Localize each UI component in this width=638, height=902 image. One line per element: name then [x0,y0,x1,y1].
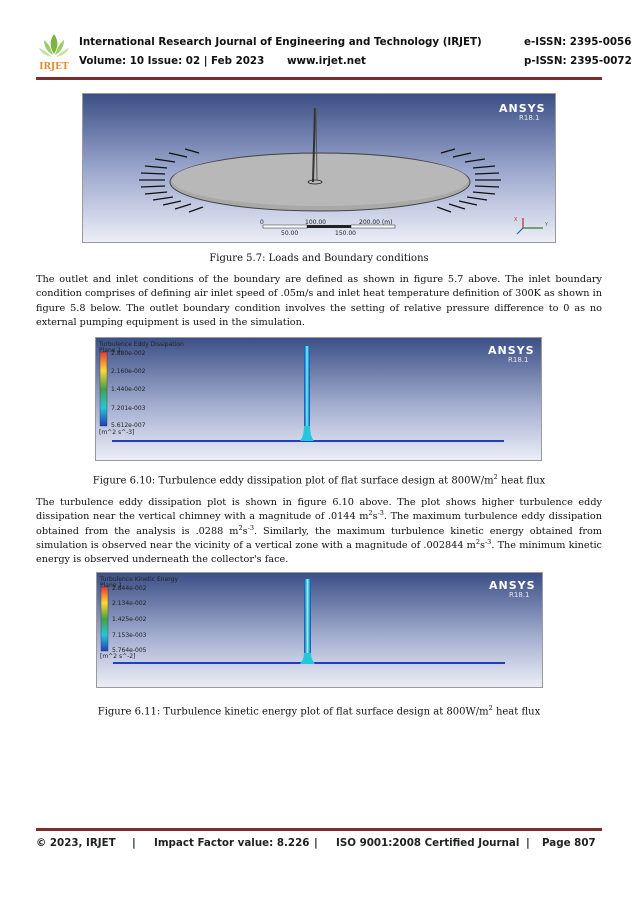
ansys-logo: ANSYS [499,102,546,115]
figure-6-11 [96,572,543,688]
paragraph: The outlet and inlet conditions of the boundary are defined as shown in figure 5.7 above. The inlet boundary condition comprises of defining air inlet speed of .05m/s and inlet heat temperature definition of 300K as shown in figure 5.8 below. The outlet boundary condition involves the setting of relative pressure difference to 0 as no external pumping equipment is used in the simulation. [36,274,602,328]
iso-certification: ISO 9001:2008 Certified Journal [336,837,520,849]
legend-tick: 7.153e-003 [112,632,147,639]
journal-url[interactable]: www.irjet.net [287,55,366,67]
header-rule [36,77,602,80]
footer-separator: | [132,837,136,849]
figure-caption: Figure 6.10: Turbulence eddy dissipation plot of flat surface design at $800W/m^2$ heat flux [92,473,546,487]
figure-caption: Figure 6.11: Turbulence kinetic energy plot of flat surface design at $800W/m^2$ heat flux [97,704,541,718]
legend-tick: 1.425e-002 [112,616,147,623]
ansys-version: R18.1 [519,114,540,122]
legend-tick: 5.764e-005 [112,647,147,654]
journal-title: International Research Journal of Engineering and Technology (IRJET) [79,36,482,48]
legend-tick: 7.201e-003 [111,405,146,412]
scale-label: 50.00 [281,230,299,237]
ansys-version: R18.1 [509,591,530,599]
ansys-logo: ANSYS [489,579,536,592]
eddy-dissipation-contour [96,338,542,461]
eissn: e-ISSN: 2395-0056 [524,36,632,48]
kinetic-energy-contour [97,573,543,688]
legend-subtitle: Plane 1 [100,582,123,589]
ansys-version: R18.1 [508,356,529,364]
footer-rule [36,828,602,831]
legend-tick: 2.844e-002 [112,585,147,592]
legend-title: Turbulence Kinetic Energy [100,576,179,583]
scale-label: 0 [260,219,264,226]
svg-text:IRJET: IRJET [39,62,69,72]
page-header [36,30,632,75]
legend-tick: 2.160e-002 [111,368,146,375]
legend-tick: 5.612e-007 [111,422,146,429]
page-number: Page 807 [542,837,596,849]
figure-caption: Figure 5.7: Loads and Boundary conditions [209,253,429,264]
impact-factor: Impact Factor value: 8.226 [154,837,310,849]
legend-tick: 1.440e-002 [111,386,146,393]
figure-6-10 [95,337,542,461]
footer-separator: | [526,837,530,849]
figure-5-7 [82,93,556,243]
svg-text:Y: Y [545,222,549,228]
paragraph: The turbulence eddy dissipation plot is shown in figure 6.10 above. The plot shows higher turbulence eddy dissipation near the vertical chimney with a magnitude of .0144 $m^2s^{-3}$. The maximum turbulence eddy dissipation obtained from the analysis is .0288 $m^2s^{-3}$. Similarly, the maximum turbulence kinetic energy obtained from simulation is observed near the vicinity of a vertical zone with a magnitude of .002844 $m^2s^{-3}$. The minimum kinetic energy is observed underneath the collector's face. [36,497,602,566]
footer-separator: | [314,837,318,849]
legend-subtitle: Plane 1 [99,347,122,354]
pissn: p-ISSN: 2395-0072 [524,55,632,67]
legend-tick: 2.880e-002 [111,350,146,357]
irjet-logo [36,30,72,72]
scale-label: 200.00 (m) [359,219,393,226]
scale-label: 100.00 [305,219,326,226]
legend-tick: 2.134e-002 [112,600,147,607]
volume-issue: Volume: 10 Issue: 02 | Feb 2023 [79,55,265,67]
legend-unit: [m^2 s^-2] [100,653,136,660]
ansys-logo: ANSYS [488,344,535,357]
page-footer [36,837,602,853]
legend-unit: [m^2 s^-3] [99,429,135,436]
legend-title: Turbulence Eddy Dissipation [99,341,184,348]
scale-label: 150.00 [335,230,356,237]
copyright: © 2023, IRJET [36,837,116,849]
svg-text:X: X [514,217,518,223]
